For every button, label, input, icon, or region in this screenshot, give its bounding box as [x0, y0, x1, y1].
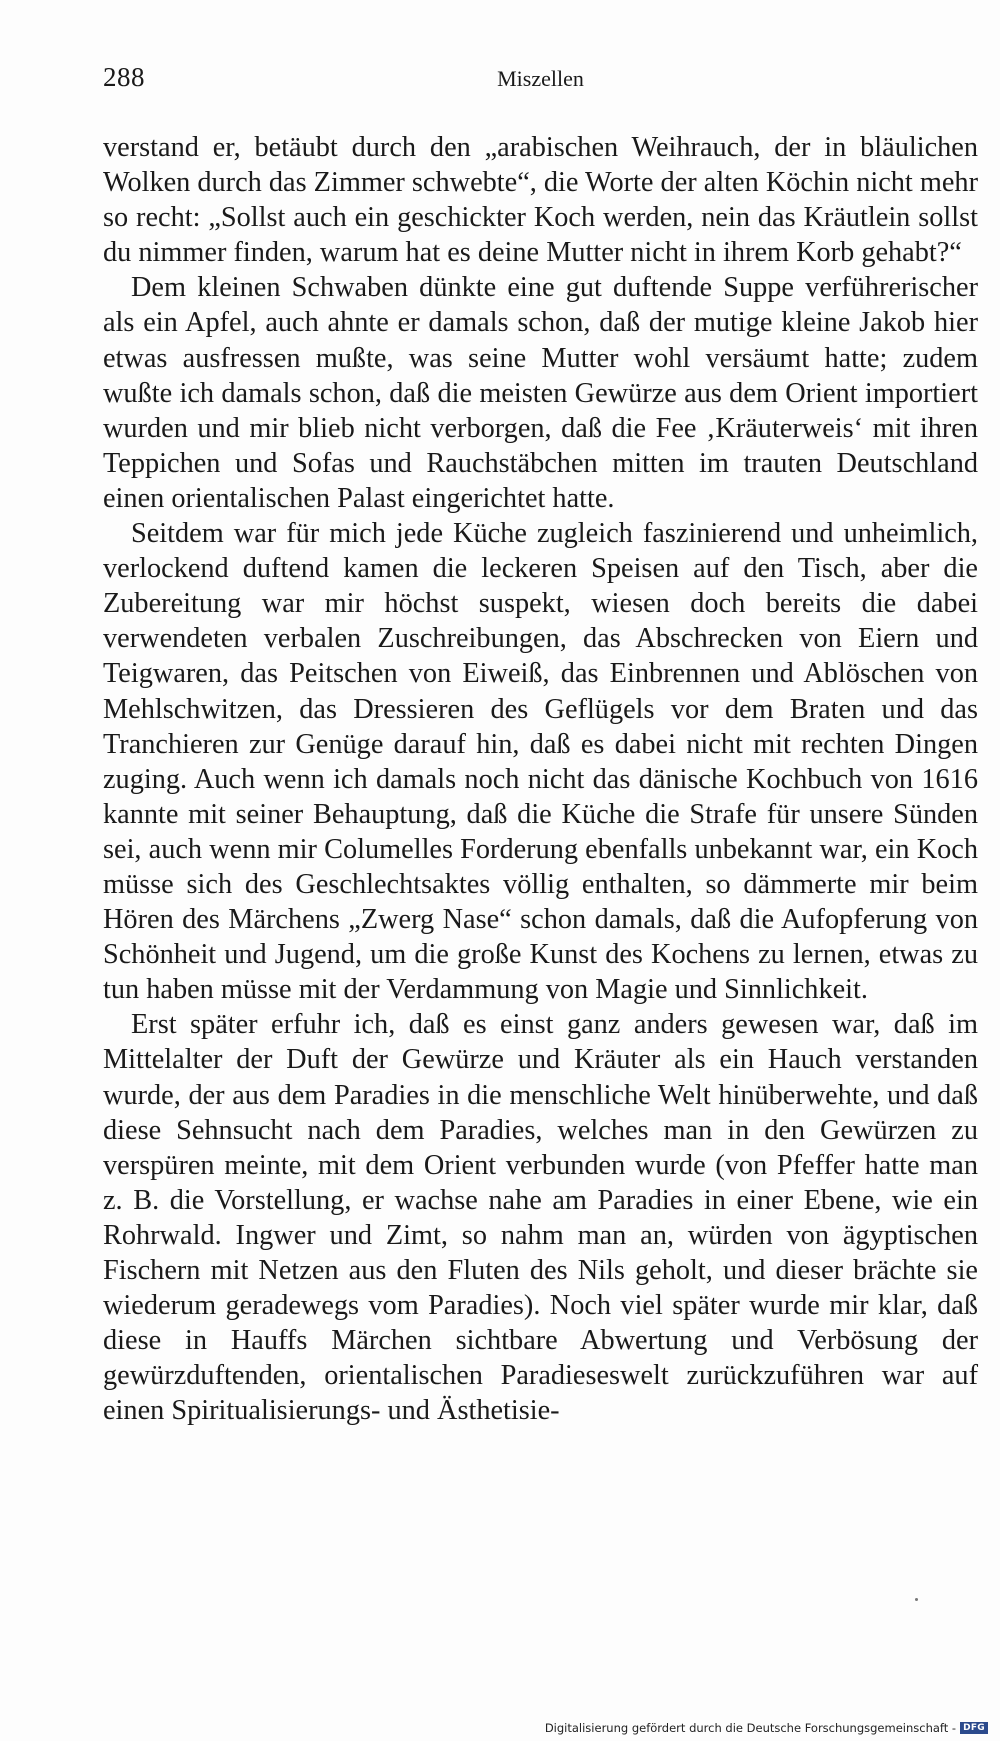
- footer-credit: Digitalisierung gefördert durch die Deutsche Forschungsgemeinschaft -: [544, 1721, 957, 1735]
- paragraph-2: Dem kleinen Schwaben dünkte eine gut duftende Suppe verführerischer als ein Apfel, auch ahnte er damals schon, daß der mutige kleine Jakob hier etwas ausfressen mußte, was seine Mutter wohl versäumt hatte; zudem wußte ich damals schon, daß die meisten Gewürze aus dem Orient importiert wurden und mir blieb nicht verborgen, daß die Fee ‚Kräuterweis‘ mit ihren Teppichen und Sofas und Rauchstäbchen mitten im trauten Deutschland einen orientalischen Palast eingerichtet hatte.: [103, 272, 978, 514]
- print-speck: [915, 1598, 918, 1601]
- digitization-footer: [545, 1721, 988, 1735]
- page-header: [103, 62, 978, 102]
- body-text: [103, 130, 978, 1428]
- paragraph-4: Erst später erfuhr ich, daß es einst ganz anders gewesen war, daß im Mittelalter der Duft der Gewürze und Kräuter als ein Hauch verstanden wurde, der aus dem Paradies in die menschliche Welt hinüberwehte, und daß diese Sehnsucht nach dem Paradies, welches man in den Gewürzen zu verspüren meinte, mit dem Orient verbunden wurde (von Pfeffer hatte man z. B. die Vorstellung, er wachse nahe am Paradies in einer Ebene, wie ein Rohrwald. Ingwer und Zimt, so nahm man an, würden von ägyptischen Fischern mit Netzen aus den Fluten des Nils geholt, und dieser brächte sie wiederum geradewegs vom Paradies). Noch viel später wurde mir klar, daß diese in Hauffs Märchen sichtbare Abwertung und Verbösung der gewürzduftenden, orientalischen Paradieseswelt zurückzuführen war auf einen Spiritualisierungs- und Ästhetisie-: [103, 1009, 978, 1427]
- paragraph-3: Seitdem war für mich jede Küche zugleich faszinierend und unheimlich, verlockend duftend kamen die leckeren Speisen auf den Tisch, aber die Zubereitung war mir höchst suspekt, wiesen doch bereits die dabei verwendeten verbalen Zuschreibungen, das Abschrecken von Eiern und Teigwaren, das Peitschen von Eiweiß, das Einbrennen und Ablöschen von Mehlschwitzen, das Dressieren des Geflügels vor dem Braten und das Tranchieren zur Genüge darauf hin, daß es dabei nicht mit rechten Dingen zuging. Auch wenn ich damals noch nicht das dänische Kochbuch von 1616 kannte mit seiner Behauptung, daß die Küche die Strafe für unsere Sünden sei, auch wenn mir Columelles Forderung ebenfalls unbekannt war, ein Koch müsse sich des Geschlechtsaktes völlig enthalten, so dämmerte mir beim Hören des Märchens „Zwerg Nase“ schon damals, daß die Aufopferung von Schönheit und Jugend, um die große Kunst des Kochens zu lernen, etwas zu tun haben müsse mit der Verdammung von Magie und Sinnlichkeit.: [103, 518, 978, 1006]
- dfg-logo-icon: DFG: [960, 1722, 988, 1734]
- running-head: Miszellen: [497, 66, 584, 91]
- page-number: 288: [103, 62, 145, 92]
- paragraph-1: verstand er, betäubt durch den „arabischen Weihrauch, der in bläulichen Wolken durch das Zimmer schwebte“, die Worte der alten Köchin nicht mehr so recht: „Sollst auch ein geschickter Koch werden, nein das Kräutlein sollst du nimmer finden, warum hat es deine Mutter nicht in ihrem Korb gehabt?“: [103, 132, 978, 269]
